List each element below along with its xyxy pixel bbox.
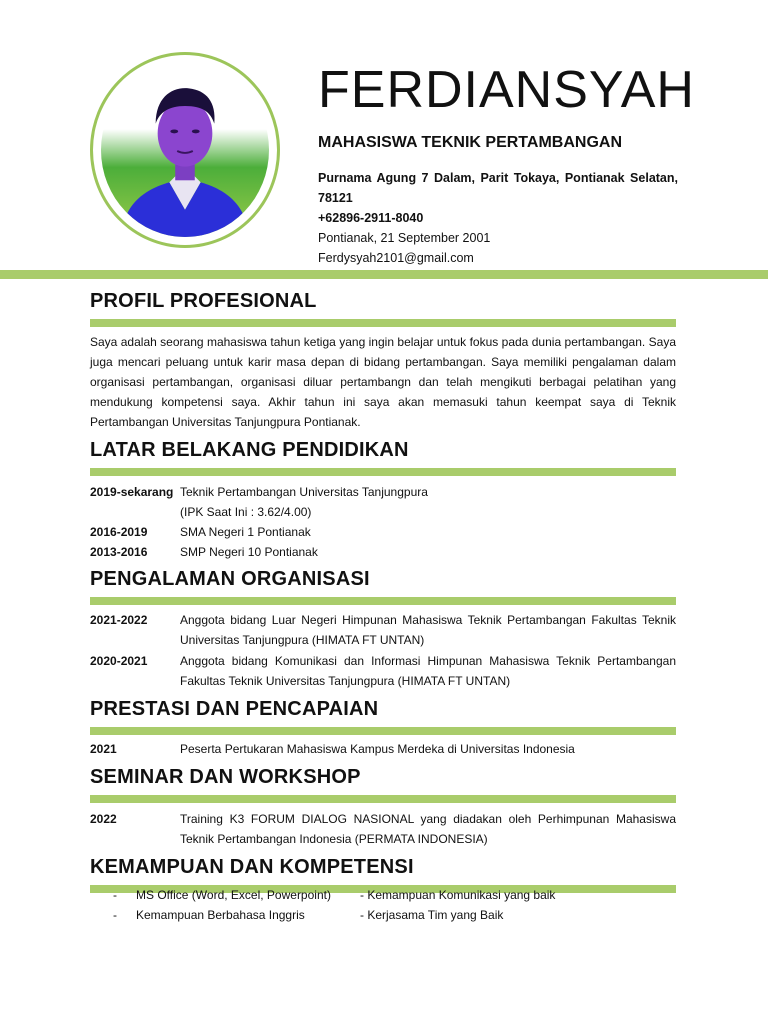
section-divider — [90, 795, 676, 803]
section-organisasi — [90, 567, 676, 605]
section-pendidikan — [90, 438, 676, 476]
header-divider — [0, 270, 768, 279]
candidate-title: MAHASISWA TEKNIK PERTAMBANGAN — [318, 134, 622, 151]
section-heading: PENGALAMAN ORGANISASI — [90, 568, 370, 590]
section-divider — [90, 727, 676, 735]
list-item — [90, 651, 676, 691]
entry-text: SMA Negeri 1 Pontianak — [180, 525, 311, 539]
list-item — [90, 522, 676, 542]
address-line-1: Purnama Agung 7 Dalam, Parit Tokaya, Pontianak Selatan, — [318, 171, 678, 185]
entry-subtext: (IPK Saat Ini : 3.62/4.00) — [180, 505, 312, 519]
list-item — [90, 502, 676, 522]
section-divider — [90, 597, 676, 605]
section-profil — [90, 289, 676, 327]
section-heading: LATAR BELAKANG PENDIDIKAN — [90, 439, 409, 461]
entry-text: Teknik Pertambangan Universitas Tanjungpura — [180, 485, 428, 499]
person-portrait-icon — [101, 63, 269, 237]
section-heading: KEMAMPUAN DAN KOMPETENSI — [90, 856, 414, 878]
candidate-name: FERDIANSYAH — [318, 61, 695, 119]
profile-photo-frame — [90, 52, 280, 248]
bullet-dash: - — [113, 908, 117, 922]
skill-item: Kemampuan Berbahasa Inggris — [136, 908, 305, 922]
phone-number: +62896-2911-8040 — [318, 211, 424, 225]
section-divider — [90, 319, 676, 327]
profile-photo — [101, 63, 269, 237]
list-item — [90, 482, 676, 502]
section-heading: SEMINAR DAN WORKSHOP — [90, 766, 361, 788]
section-divider — [90, 468, 676, 476]
birth-place-date: Pontianak, 21 September 2001 — [318, 231, 491, 245]
year-label: 2019-sekarang — [90, 485, 174, 499]
year-label: 2021-2022 — [90, 613, 148, 627]
year-label: 2013-2016 — [90, 545, 148, 559]
entry-text: SMP Negeri 10 Pontianak — [180, 545, 318, 559]
year-label: 2021 — [90, 742, 117, 756]
contact-block — [318, 168, 678, 268]
entry-text: Anggota bidang Komunikasi dan Informasi Himpunan Mahasiswa Teknik Pertambangan Fakultas Teknik Universitas Tanjungpura (HIMATA FT UNTAN) — [180, 654, 676, 688]
entry-text: Training K3 FORUM DIALOG NASIONAL yang diadakan oleh Perhimpunan Mahasiswa Teknik Pertambangan Indonesia (PERMATA INDONESIA) — [180, 812, 676, 846]
year-label: 2016-2019 — [90, 525, 148, 539]
profil-text: Saya adalah seorang mahasiswa tahun ketiga yang ingin belajar untuk fokus pada dunia pertambangan. Saya juga mencari peluang untuk karir masa depan di bidang pertambangan. Saya memiliki pengalaman dalam organisasi pertambangan, organisasi diluar pertambangn dan telah mengikuti berbagai pelatihan yang mendukung kompetensi saya. Akhir tahun ini saya akan memasuki tahun keempat saya di Teknik Pertambangan Universitas Tanjungpura Pontianak. — [90, 335, 676, 429]
section-heading: PROFIL PROFESIONAL — [90, 290, 317, 312]
entry-text: Anggota bidang Luar Negeri Himpunan Mahasiswa Teknik Pertambangan Fakultas Teknik Universitas Tanjungpura (HIMATA FT UNTAN) — [180, 613, 676, 647]
bullet-dash: - — [113, 888, 117, 902]
section-prestasi — [90, 697, 676, 735]
list-item — [90, 739, 676, 759]
year-label: 2020-2021 — [90, 654, 148, 668]
section-seminar — [90, 765, 676, 803]
skill-item: - Kemampuan Komunikasi yang baik — [360, 888, 556, 902]
list-item — [90, 542, 676, 562]
email-address: Ferdysyah2101@gmail.com — [318, 251, 474, 265]
year-label: 2022 — [90, 812, 117, 826]
section-heading: PRESTASI DAN PENCAPAIAN — [90, 698, 379, 720]
skill-item: - Kerjasama Tim yang Baik — [360, 908, 504, 922]
list-item — [90, 610, 676, 650]
entry-text: Peserta Pertukaran Mahasiswa Kampus Merdeka di Universitas Indonesia — [180, 742, 575, 756]
list-item — [90, 809, 676, 849]
skill-item: MS Office (Word, Excel, Powerpoint) — [136, 888, 331, 902]
address-line-2: 78121 — [318, 191, 353, 205]
